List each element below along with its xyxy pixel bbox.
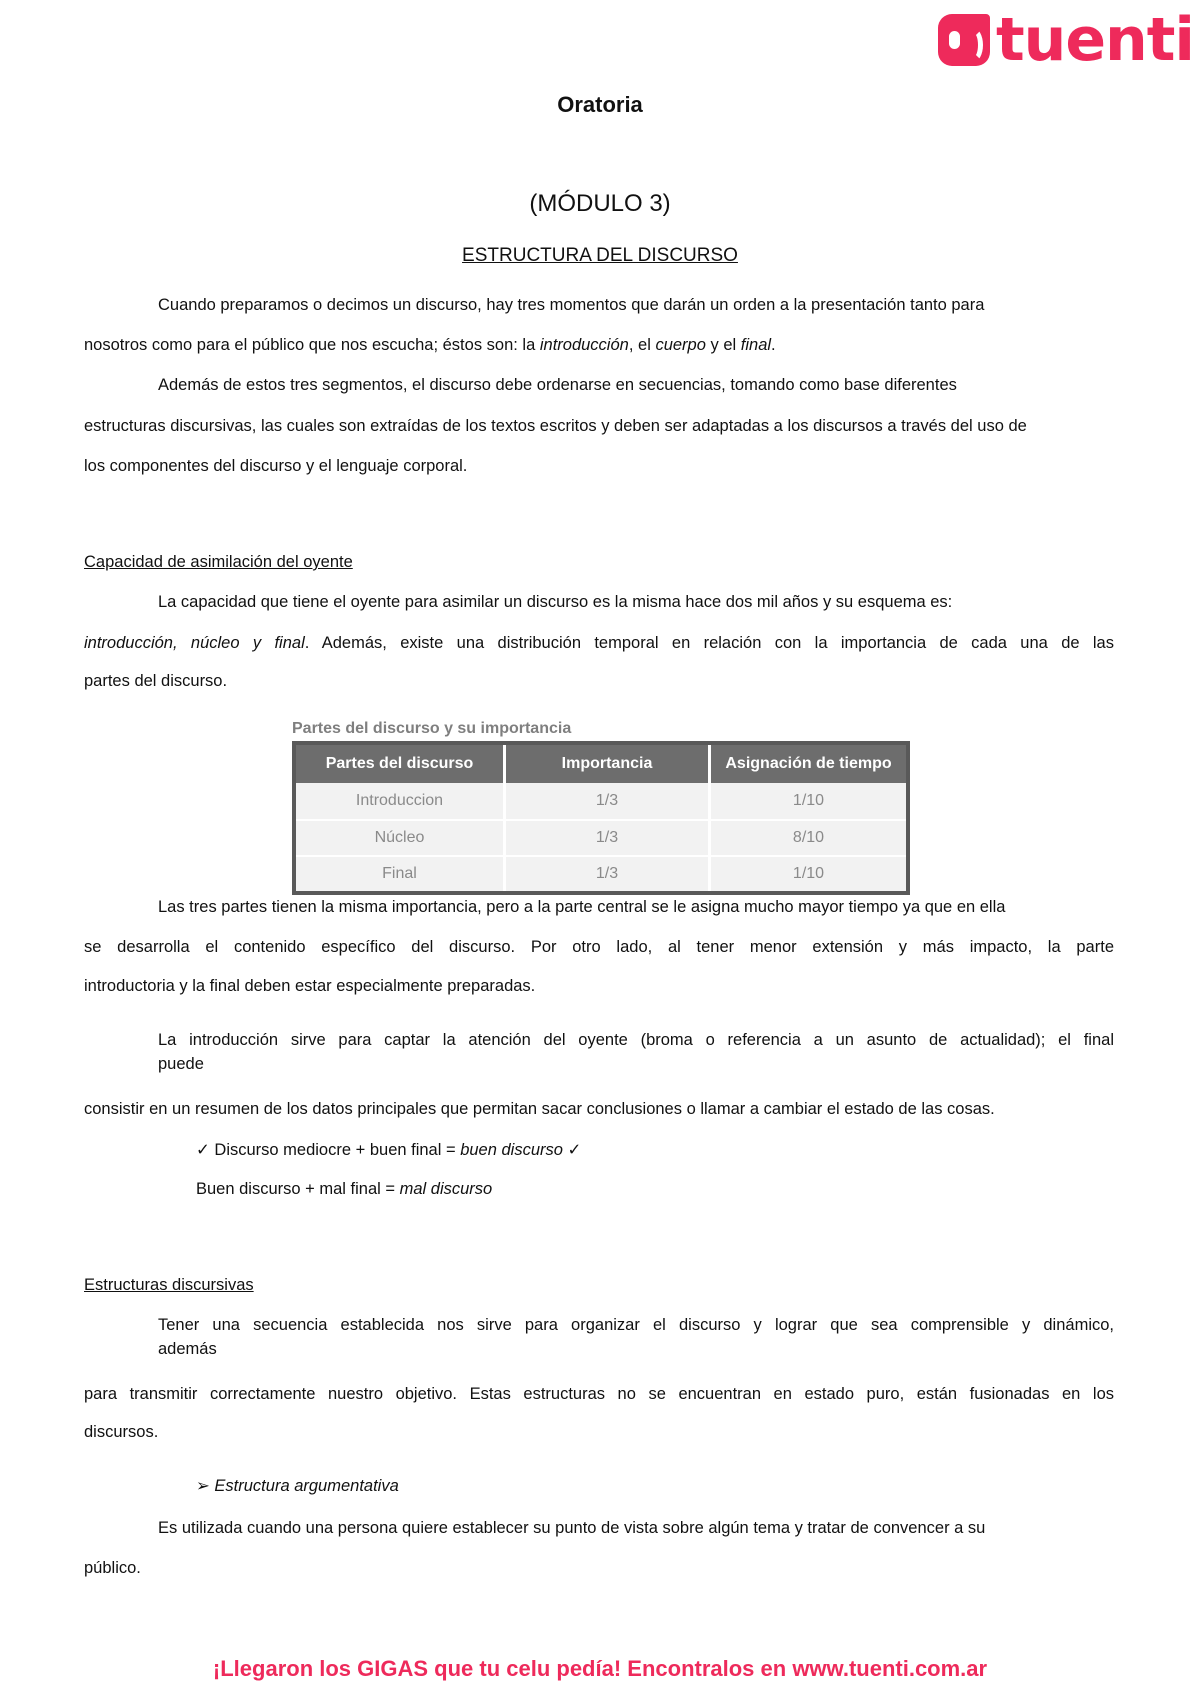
intro-p2-line2: estructuras discursivas, las cuales son extraídas de los textos escritos y deben ser adaptadas a los discursos a través del uso de bbox=[84, 417, 1027, 435]
argumentativa-line2: público. bbox=[84, 1559, 141, 1577]
text-run: . Además, existe una distribución temporal en relación con la importancia de cada una de las bbox=[304, 634, 1114, 652]
emphasis-mal-discurso: mal discurso bbox=[399, 1180, 493, 1198]
text-run: nosotros como para el público que nos escucha; éstos son: la bbox=[84, 336, 540, 354]
table-cell: Núcleo bbox=[294, 820, 505, 856]
bullet-item bbox=[196, 1476, 399, 1496]
table-cell: 1/3 bbox=[505, 856, 710, 893]
text-run: Buen discurso + mal final = bbox=[196, 1180, 400, 1198]
capacidad-heading: Capacidad de asimilación del oyente bbox=[84, 553, 353, 571]
after-table-p1-line1: Las tres partes tienen la misma importancia, pero a la parte central se le asigna mucho mayor tiempo ya que en ella bbox=[158, 898, 1006, 916]
table-row bbox=[294, 820, 908, 856]
estructuras-line4: discursos. bbox=[84, 1423, 159, 1441]
argumentativa-line1: Es utilizada cuando una persona quiere establecer su punto de vista sobre algún tema y tratar de convencer a su bbox=[158, 1519, 986, 1537]
table-cell: 1/3 bbox=[505, 820, 710, 856]
capacidad-line3: partes del discurso. bbox=[84, 672, 228, 690]
after-table-p2-line1: La introducción sirve para captar la atención del oyente (broma o referencia a un asunto de actualidad); el final bbox=[158, 1031, 1114, 1049]
after-table-p1-line3: introductoria y la final deben estar especialmente preparadas. bbox=[84, 977, 536, 995]
intro-p1-line2 bbox=[84, 335, 1114, 355]
check-line-1 bbox=[196, 1140, 581, 1160]
intro-p2-line1: Además de estos tres segmentos, el discurso debe ordenarse en secuencias, tomando como base diferentes bbox=[158, 376, 957, 394]
table-caption: Partes del discurso y su importancia bbox=[292, 720, 572, 737]
text-run: , el bbox=[628, 336, 656, 354]
text-run: y el bbox=[705, 336, 741, 354]
intro-p2-line3: los componentes del discurso y el lenguaje corporal. bbox=[84, 457, 468, 475]
capacidad-line1: La capacidad que tiene el oyente para asimilar un discurso es la misma hace dos mil años y su esquema es: bbox=[158, 593, 953, 611]
text-run: ✓ bbox=[562, 1141, 582, 1159]
table-cell: Introduccion bbox=[294, 783, 505, 820]
table-cell: Final bbox=[294, 856, 505, 893]
estructuras-heading: Estructuras discursivas bbox=[84, 1276, 254, 1294]
table-header-cell: Importancia bbox=[505, 743, 710, 783]
after-table-p1-line2: se desarrolla el contenido específico del discurso. Por otro lado, al tener menor extensión y más impacto, la parte bbox=[84, 938, 1114, 956]
estructuras-line2: además bbox=[158, 1340, 217, 1358]
intro-p1-line1: Cuando preparamos o decimos un discurso, hay tres momentos que darán un orden a la presentación tanto para bbox=[158, 296, 985, 314]
table-header-cell: Partes del discurso bbox=[294, 743, 505, 783]
table-cell: 8/10 bbox=[710, 820, 909, 856]
text-run: ✓ Discurso mediocre + buen final = bbox=[196, 1141, 461, 1159]
table-cell: 1/10 bbox=[710, 783, 909, 820]
emphasis-final: final bbox=[740, 336, 772, 354]
after-table-p2-line2: puede bbox=[158, 1055, 204, 1073]
bullet-text: Estructura argumentativa bbox=[214, 1477, 399, 1495]
tuenti-logo bbox=[938, 5, 1194, 75]
emphasis-buen-discurso: buen discurso bbox=[460, 1141, 563, 1159]
emphasis-cuerpo: cuerpo bbox=[655, 336, 706, 354]
table-header-cell: Asignación de tiempo bbox=[710, 743, 909, 783]
text-run: . bbox=[771, 336, 776, 354]
parts-table bbox=[292, 741, 910, 895]
table-cell: 1/3 bbox=[505, 783, 710, 820]
logo-text: tuenti bbox=[995, 5, 1194, 75]
table-row bbox=[294, 783, 908, 820]
after-table-p2-line3: consistir en un resumen de los datos principales que permitan sacar conclusiones o llamar a cambiar el estado de las cosas. bbox=[84, 1100, 995, 1118]
section-title: ESTRUCTURA DEL DISCURSO bbox=[462, 245, 738, 266]
check-line-2 bbox=[196, 1179, 492, 1199]
estructuras-line3: para transmitir correctamente nuestro objetivo. Estas estructuras no se encuentran en estado puro, están fusionadas en los bbox=[84, 1385, 1114, 1403]
capacidad-line2 bbox=[84, 633, 1114, 653]
emphasis-introduccion: introducción bbox=[539, 336, 629, 354]
table-cell: 1/10 bbox=[710, 856, 909, 893]
table-row bbox=[294, 856, 908, 893]
promo-footer: ¡Llegaron los GIGAS que tu celu pedía! Encontralos en www.tuenti.com.ar bbox=[212, 1656, 988, 1681]
table-header-row bbox=[294, 743, 908, 783]
bullet-arrow-icon: ➢ bbox=[196, 1477, 210, 1495]
emphasis-esquema: introducción, núcleo y final bbox=[84, 634, 305, 652]
tuenti-logo-icon bbox=[938, 14, 990, 66]
module-label: (MÓDULO 3) bbox=[529, 190, 671, 217]
estructuras-line1: Tener una secuencia establecida nos sirve para organizar el discurso y lograr que sea comprensible y dinámico, bbox=[158, 1316, 1114, 1334]
document-title: Oratoria bbox=[557, 92, 643, 117]
